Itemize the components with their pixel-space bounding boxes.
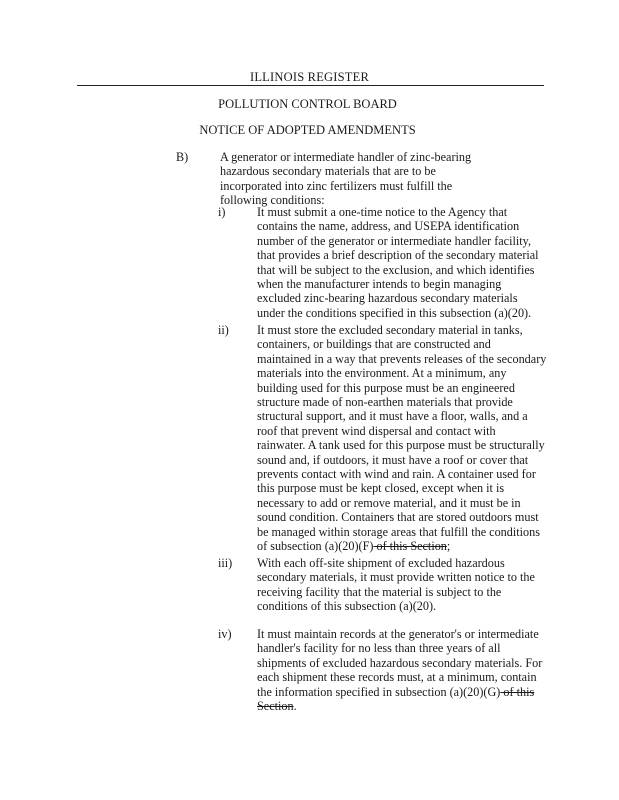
item-text — [257, 205, 547, 320]
item-numeral: i) — [218, 205, 226, 219]
item-body: It must submit a one-time notice to the Agency that contains the name, address, and USEPA identification number of the generator or intermediate handler facility, that provides a brief description of the secondary material that will be subject to the exclusion, and which identifies when the manufacturer intends to begin managing excluded zinc-bearing hazardous secondary materials under the conditions specified in this subsection (a)(20). — [257, 205, 539, 320]
notice-title: NOTICE OF ADOPTED AMENDMENTS — [199, 123, 416, 137]
item-body: It must maintain records at the generator's or intermediate handler's facility for no less than three years of all shipments of excluded hazardous secondary materials. For each shipment these records must, at a minimum, contain the information specified in subsection (a)(20)(G) — [257, 627, 543, 699]
register-title: ILLINOIS REGISTER — [249, 70, 369, 84]
item-text — [257, 556, 547, 614]
item-numeral: iii) — [218, 556, 233, 570]
board-name: POLLUTION CONTROL BOARD — [218, 97, 397, 111]
header-rule — [77, 85, 544, 86]
struck-text: of this Section — [373, 539, 447, 554]
item-text — [257, 323, 547, 554]
item-text — [257, 627, 547, 713]
item-body: With each off-site shipment of excluded hazardous secondary materials, it must provide written notice to the receiving facility that the material is subject to the conditions of this subsection (a)(20). — [257, 556, 535, 614]
item-numeral: ii) — [218, 323, 229, 337]
paragraph-text: A generator or intermediate handler of zinc-bearing hazardous secondary materials that are to be incorporated into zinc fertilizers must fulfill the following conditions: — [220, 150, 472, 208]
item-tail: . — [293, 699, 297, 714]
item-body: It must store the excluded secondary material in tanks, containers, or buildings that are constructed and maintained in a way that prevents releases of the secondary materials into the environment. At a minimum, any building used for this purpose must be an engineered structure made of non-earthen materials that provide structural support, and it must have a floor, walls, and a roof that prevent wind dispersal and contact with rainwater. A tank used for this purpose must be structurally sound and, if outdoors, it must have a roof or cover that prevents contact with wind and rain. A container used for this purpose must be kept closed, except when it is necessary to add or remove material, and it must be in sound condition. Containers that are stored outdoors must be managed within storage areas that fulfill the conditions of subsection (a)(20)(F) — [257, 323, 547, 554]
item-numeral: iv) — [218, 627, 232, 641]
struck-text: of this Section — [257, 684, 535, 714]
paragraph-label: B) — [176, 150, 189, 164]
item-tail: ; — [446, 539, 451, 554]
